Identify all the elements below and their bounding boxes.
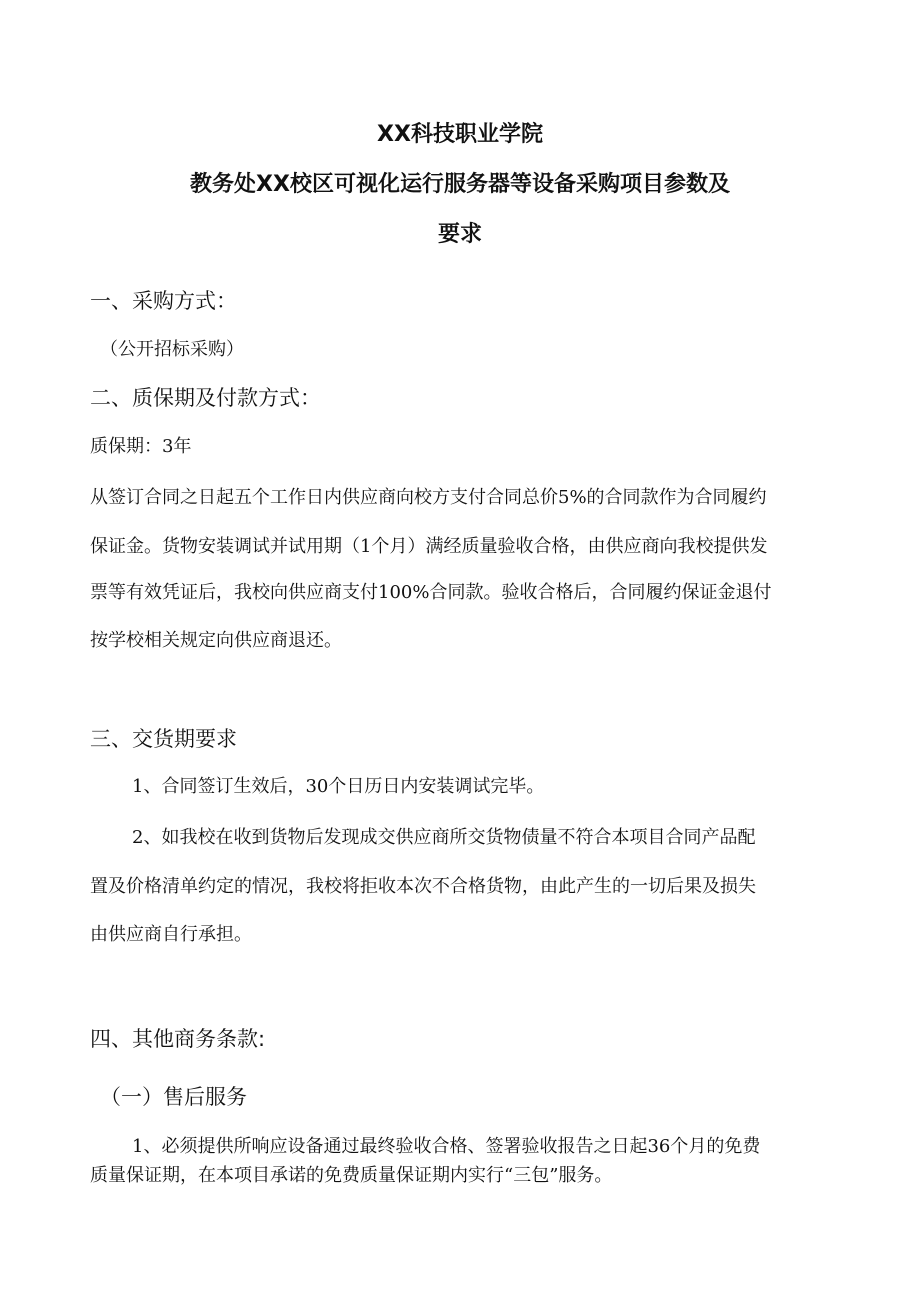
section-2-heading: 二、质保期及付款方式： <box>90 386 321 410</box>
payment-line-4: 按学校相关规定向供应商退还。 <box>90 630 342 651</box>
after-sales-item-1-line-2: 质量保证期，在本项目承诺的免费质量保证期内实行“三包”服务。 <box>90 1165 613 1186</box>
section-1-heading: 一、采购方式： <box>90 289 237 313</box>
section-1-body: （公开招标采购） <box>100 339 244 360</box>
section-3-heading: 三、交货期要求 <box>90 727 237 751</box>
warranty-period: 质保期：3年 <box>90 436 192 457</box>
title-line-2: 教务处XX校区可视化运行服务器等设备采购项目参数及 <box>190 172 730 197</box>
delivery-item-2-line-3: 由供应商自行承担。 <box>90 924 252 945</box>
delivery-item-2-line-2: 置及价格清单约定的情况，我校将拒收本次不合格货物，由此产生的一切后果及损失 <box>90 876 756 897</box>
delivery-item-2-line-1: 2、如我校在收到货物后发现成交供应商所交货物债量不符合本项目合同产品配 <box>132 827 756 848</box>
after-sales-item-1-line-1: 1、必须提供所响应设备通过最终验收合格、签署验收报告之日起36个月的免费 <box>132 1136 761 1157</box>
section-4-heading: 四、其他商务条款: <box>90 1027 266 1051</box>
after-sales-heading: （一）售后服务 <box>100 1085 247 1109</box>
payment-line-1: 从签订合同之日起五个工作日内供应商向校方支付合同总价5%的合同款作为合同履约 <box>90 487 767 508</box>
delivery-item-1: 1、合同签订生效后，30个日历日内安装调试完毕。 <box>132 776 545 797</box>
payment-line-3: 票等有效凭证后，我校向供应商支付100%合同款。验收合格后，合同履约保证金退付 <box>90 582 772 603</box>
payment-line-2: 保证金。货物安装调试并试用期（1个月）满经质量验收合格，由供应商向我校提供发 <box>90 536 768 557</box>
title-line-3: 要求 <box>437 222 482 247</box>
title-line-1: XX科技职业学院 <box>377 122 543 147</box>
